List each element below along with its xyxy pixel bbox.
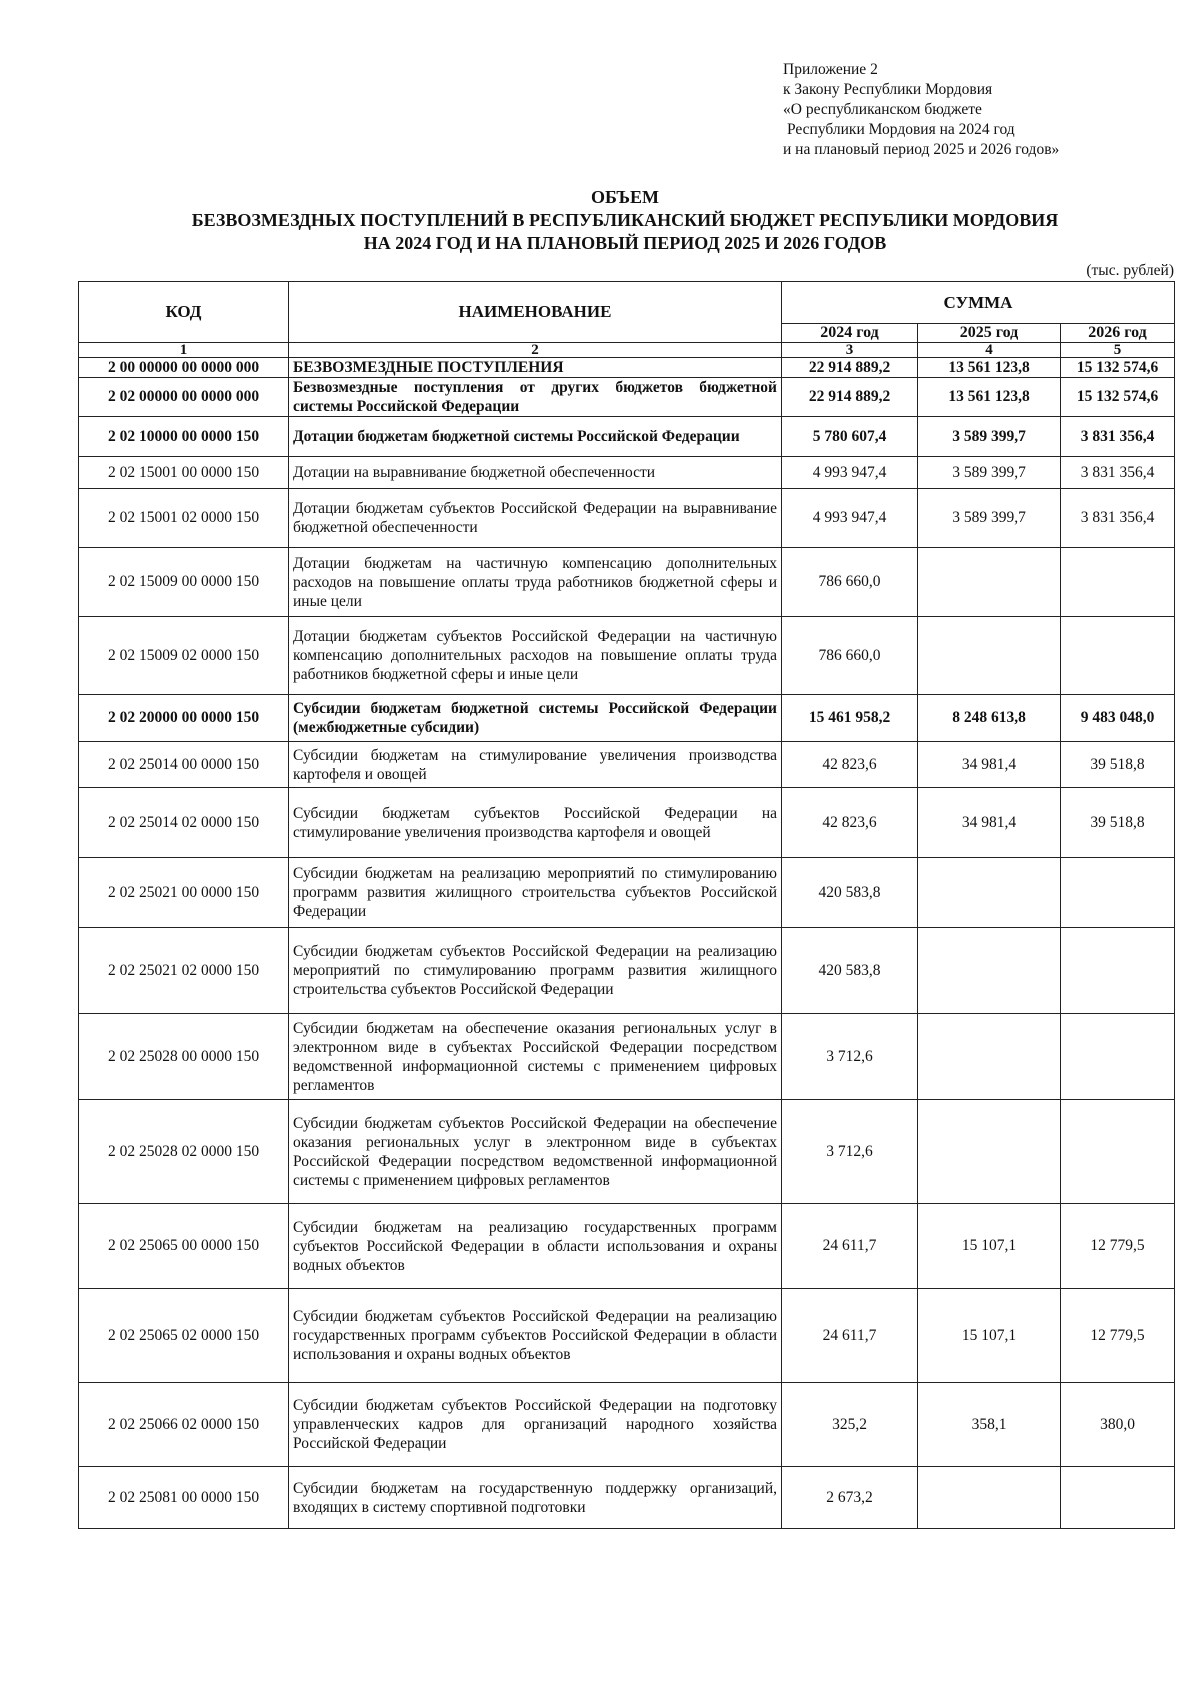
code-cell: 2 02 25014 00 0000 150 [79,742,289,788]
name-cell: Субсидии бюджетам на реализацию мероприятий по стимулированию программ развития жилищного строительства субъектов Российской Федерации [289,858,782,928]
table-row [79,1289,1175,1383]
value-2024-cell: 3 712,6 [782,1014,918,1100]
appendix-line: Приложение 2 [783,61,878,78]
code-cell: 2 02 25021 02 0000 150 [79,928,289,1014]
name-cell: Субсидии бюджетам на стимулирование увеличения производства картофеля и овощей [289,742,782,788]
value-2024-cell: 3 712,6 [782,1100,918,1204]
table-row [79,457,1175,489]
code-cell: 2 02 15009 00 0000 150 [79,548,289,617]
table-body [79,358,1175,1529]
appendix-line: к Закону Республики Мордовия [783,81,993,98]
name-cell: Дотации бюджетам субъектов Российской Федерации на частичную компенсацию дополнительных расходов на повышение оплаты труда работников бюджетной сферы и иные цели [289,617,782,695]
title-line-1: ОБЪЕМ [591,187,659,207]
header-year-2025: 2025 год [918,324,1061,343]
value-2025-cell: 15 107,1 [918,1289,1061,1383]
table-row [79,548,1175,617]
table-row [79,617,1175,695]
value-2025-cell: 3 589 399,7 [918,489,1061,548]
value-2025-cell: 34 981,4 [918,788,1061,858]
value-2026-cell: 39 518,8 [1061,788,1175,858]
header-year-2024: 2024 год [782,324,918,343]
name-cell: Субсидии бюджетам субъектов Российской Федерации на подготовку управленческих кадров для организаций народного хозяйства Российской Федерации [289,1383,782,1467]
value-2024-cell: 42 823,6 [782,742,918,788]
value-2026-cell: 39 518,8 [1061,742,1175,788]
table-row [79,378,1175,417]
table-row [79,695,1175,742]
name-cell: Дотации бюджетам бюджетной системы Российской Федерации [289,417,782,457]
value-2025-cell [918,1100,1061,1204]
value-2025-cell [918,548,1061,617]
table-row [79,417,1175,457]
name-cell: Дотации бюджетам субъектов Российской Федерации на выравнивание бюджетной обеспеченности [289,489,782,548]
appendix-note [783,60,1059,160]
code-cell: 2 02 25028 02 0000 150 [79,1100,289,1204]
table-row [79,1467,1175,1529]
code-cell: 2 00 00000 00 0000 000 [79,358,289,378]
header-code: КОД [79,282,289,343]
value-2024-cell: 786 660,0 [782,548,918,617]
appendix-line: и на плановый период 2025 и 2026 годов» [783,141,1060,158]
value-2024-cell: 5 780 607,4 [782,417,918,457]
code-cell: 2 02 15009 02 0000 150 [79,617,289,695]
column-number: 4 [918,343,1061,358]
value-2026-cell [1061,858,1175,928]
code-cell: 2 02 15001 02 0000 150 [79,489,289,548]
value-2024-cell: 4 993 947,4 [782,457,918,489]
name-cell: Субсидии бюджетам на обеспечение оказания региональных услуг в электронном виде в субъектах Российской Федерации посредством ведомственной информационной системы с применением цифровых регламентов [289,1014,782,1100]
name-cell: БЕЗВОЗМЕЗДНЫЕ ПОСТУПЛЕНИЯ [289,358,782,378]
code-cell: 2 02 25066 02 0000 150 [79,1383,289,1467]
value-2026-cell [1061,1467,1175,1529]
value-2024-cell: 22 914 889,2 [782,378,918,417]
value-2025-cell [918,928,1061,1014]
name-cell: Субсидии бюджетам бюджетной системы Российской Федерации (межбюджетные субсидии) [289,695,782,742]
value-2025-cell: 34 981,4 [918,742,1061,788]
column-number: 3 [782,343,918,358]
value-2026-cell [1061,548,1175,617]
document-title [0,186,1200,255]
table-row [79,358,1175,378]
code-cell: 2 02 15001 00 0000 150 [79,457,289,489]
value-2025-cell: 13 561 123,8 [918,358,1061,378]
column-number: 2 [289,343,782,358]
table-row [79,788,1175,858]
value-2025-cell: 15 107,1 [918,1204,1061,1289]
value-2025-cell [918,617,1061,695]
code-cell: 2 02 10000 00 0000 150 [79,417,289,457]
appendix-line: «О республиканском бюджете [783,101,982,118]
code-cell: 2 02 25021 00 0000 150 [79,858,289,928]
name-cell: Субсидии бюджетам на государственную поддержку организаций, входящих в систему спортивной подготовки [289,1467,782,1529]
value-2026-cell [1061,1014,1175,1100]
name-cell: Субсидии бюджетам субъектов Российской Федерации на реализацию государственных программ субъектов Российской Федерации в области использования и охраны водных объектов [289,1289,782,1383]
table-row [79,742,1175,788]
table-row [79,858,1175,928]
value-2026-cell: 12 779,5 [1061,1204,1175,1289]
value-2024-cell: 42 823,6 [782,788,918,858]
value-2024-cell: 420 583,8 [782,858,918,928]
value-2024-cell: 4 993 947,4 [782,489,918,548]
value-2025-cell: 8 248 613,8 [918,695,1061,742]
value-2024-cell: 325,2 [782,1383,918,1467]
value-2025-cell: 13 561 123,8 [918,378,1061,417]
title-line-2: БЕЗВОЗМЕЗДНЫХ ПОСТУПЛЕНИЙ В РЕСПУБЛИКАНСКИЙ БЮДЖЕТ РЕСПУБЛИКИ МОРДОВИЯ [191,210,1059,230]
table-row [79,489,1175,548]
budget-table [78,281,1175,1529]
name-cell: Дотации на выравнивание бюджетной обеспеченности [289,457,782,489]
code-cell: 2 02 25014 02 0000 150 [79,788,289,858]
value-2026-cell: 3 831 356,4 [1061,417,1175,457]
value-2026-cell: 3 831 356,4 [1061,457,1175,489]
table-row [79,1014,1175,1100]
name-cell: Субсидии бюджетам субъектов Российской Федерации на стимулирование увеличения производства картофеля и овощей [289,788,782,858]
table-row [79,928,1175,1014]
header-name: НАИМЕНОВАНИЕ [289,282,782,343]
title-line-3: НА 2024 ГОД И НА ПЛАНОВЫЙ ПЕРИОД 2025 И 2026 ГОДОВ [363,233,887,253]
units-label: (тыс. рублей) [1086,262,1174,279]
value-2024-cell: 2 673,2 [782,1467,918,1529]
name-cell: Субсидии бюджетам субъектов Российской Федерации на реализацию мероприятий по стимулированию программ развития жилищного строительства субъектов Российской Федерации [289,928,782,1014]
code-cell: 2 02 25065 00 0000 150 [79,1204,289,1289]
value-2024-cell: 420 583,8 [782,928,918,1014]
code-cell: 2 02 25065 02 0000 150 [79,1289,289,1383]
code-cell: 2 02 00000 00 0000 000 [79,378,289,417]
value-2026-cell: 15 132 574,6 [1061,378,1175,417]
code-cell: 2 02 25028 00 0000 150 [79,1014,289,1100]
name-cell: Субсидии бюджетам субъектов Российской Федерации на обеспечение оказания региональных услуг в электронном виде в субъектах Российской Федерации посредством ведомственной информационной системы с применением цифровых регламентов [289,1100,782,1204]
value-2025-cell: 358,1 [918,1383,1061,1467]
name-cell: Безвозмездные поступления от других бюджетов бюджетной системы Российской Федерации [289,378,782,417]
value-2025-cell [918,1467,1061,1529]
value-2025-cell [918,1014,1061,1100]
value-2024-cell: 15 461 958,2 [782,695,918,742]
value-2024-cell: 24 611,7 [782,1204,918,1289]
code-cell: 2 02 20000 00 0000 150 [79,695,289,742]
header-year-2026: 2026 год [1061,324,1175,343]
appendix-line: Республики Мордовия на 2024 год [787,121,1015,138]
value-2026-cell: 380,0 [1061,1383,1175,1467]
value-2026-cell [1061,1100,1175,1204]
table-row [79,1383,1175,1467]
table-row [79,1204,1175,1289]
header-sum: СУММА [782,282,1175,324]
value-2024-cell: 24 611,7 [782,1289,918,1383]
value-2026-cell: 15 132 574,6 [1061,358,1175,378]
name-cell: Субсидии бюджетам на реализацию государственных программ субъектов Российской Федерации в области использования и охраны водных объектов [289,1204,782,1289]
value-2026-cell [1061,928,1175,1014]
value-2026-cell: 12 779,5 [1061,1289,1175,1383]
value-2025-cell [918,858,1061,928]
value-2026-cell [1061,617,1175,695]
column-number: 5 [1061,343,1175,358]
value-2024-cell: 22 914 889,2 [782,358,918,378]
value-2026-cell: 3 831 356,4 [1061,489,1175,548]
code-cell: 2 02 25081 00 0000 150 [79,1467,289,1529]
column-number: 1 [79,343,289,358]
value-2024-cell: 786 660,0 [782,617,918,695]
value-2025-cell: 3 589 399,7 [918,417,1061,457]
value-2025-cell: 3 589 399,7 [918,457,1061,489]
table-row [79,1100,1175,1204]
value-2026-cell: 9 483 048,0 [1061,695,1175,742]
name-cell: Дотации бюджетам на частичную компенсацию дополнительных расходов на повышение оплаты труда работников бюджетной сферы и иные цели [289,548,782,617]
